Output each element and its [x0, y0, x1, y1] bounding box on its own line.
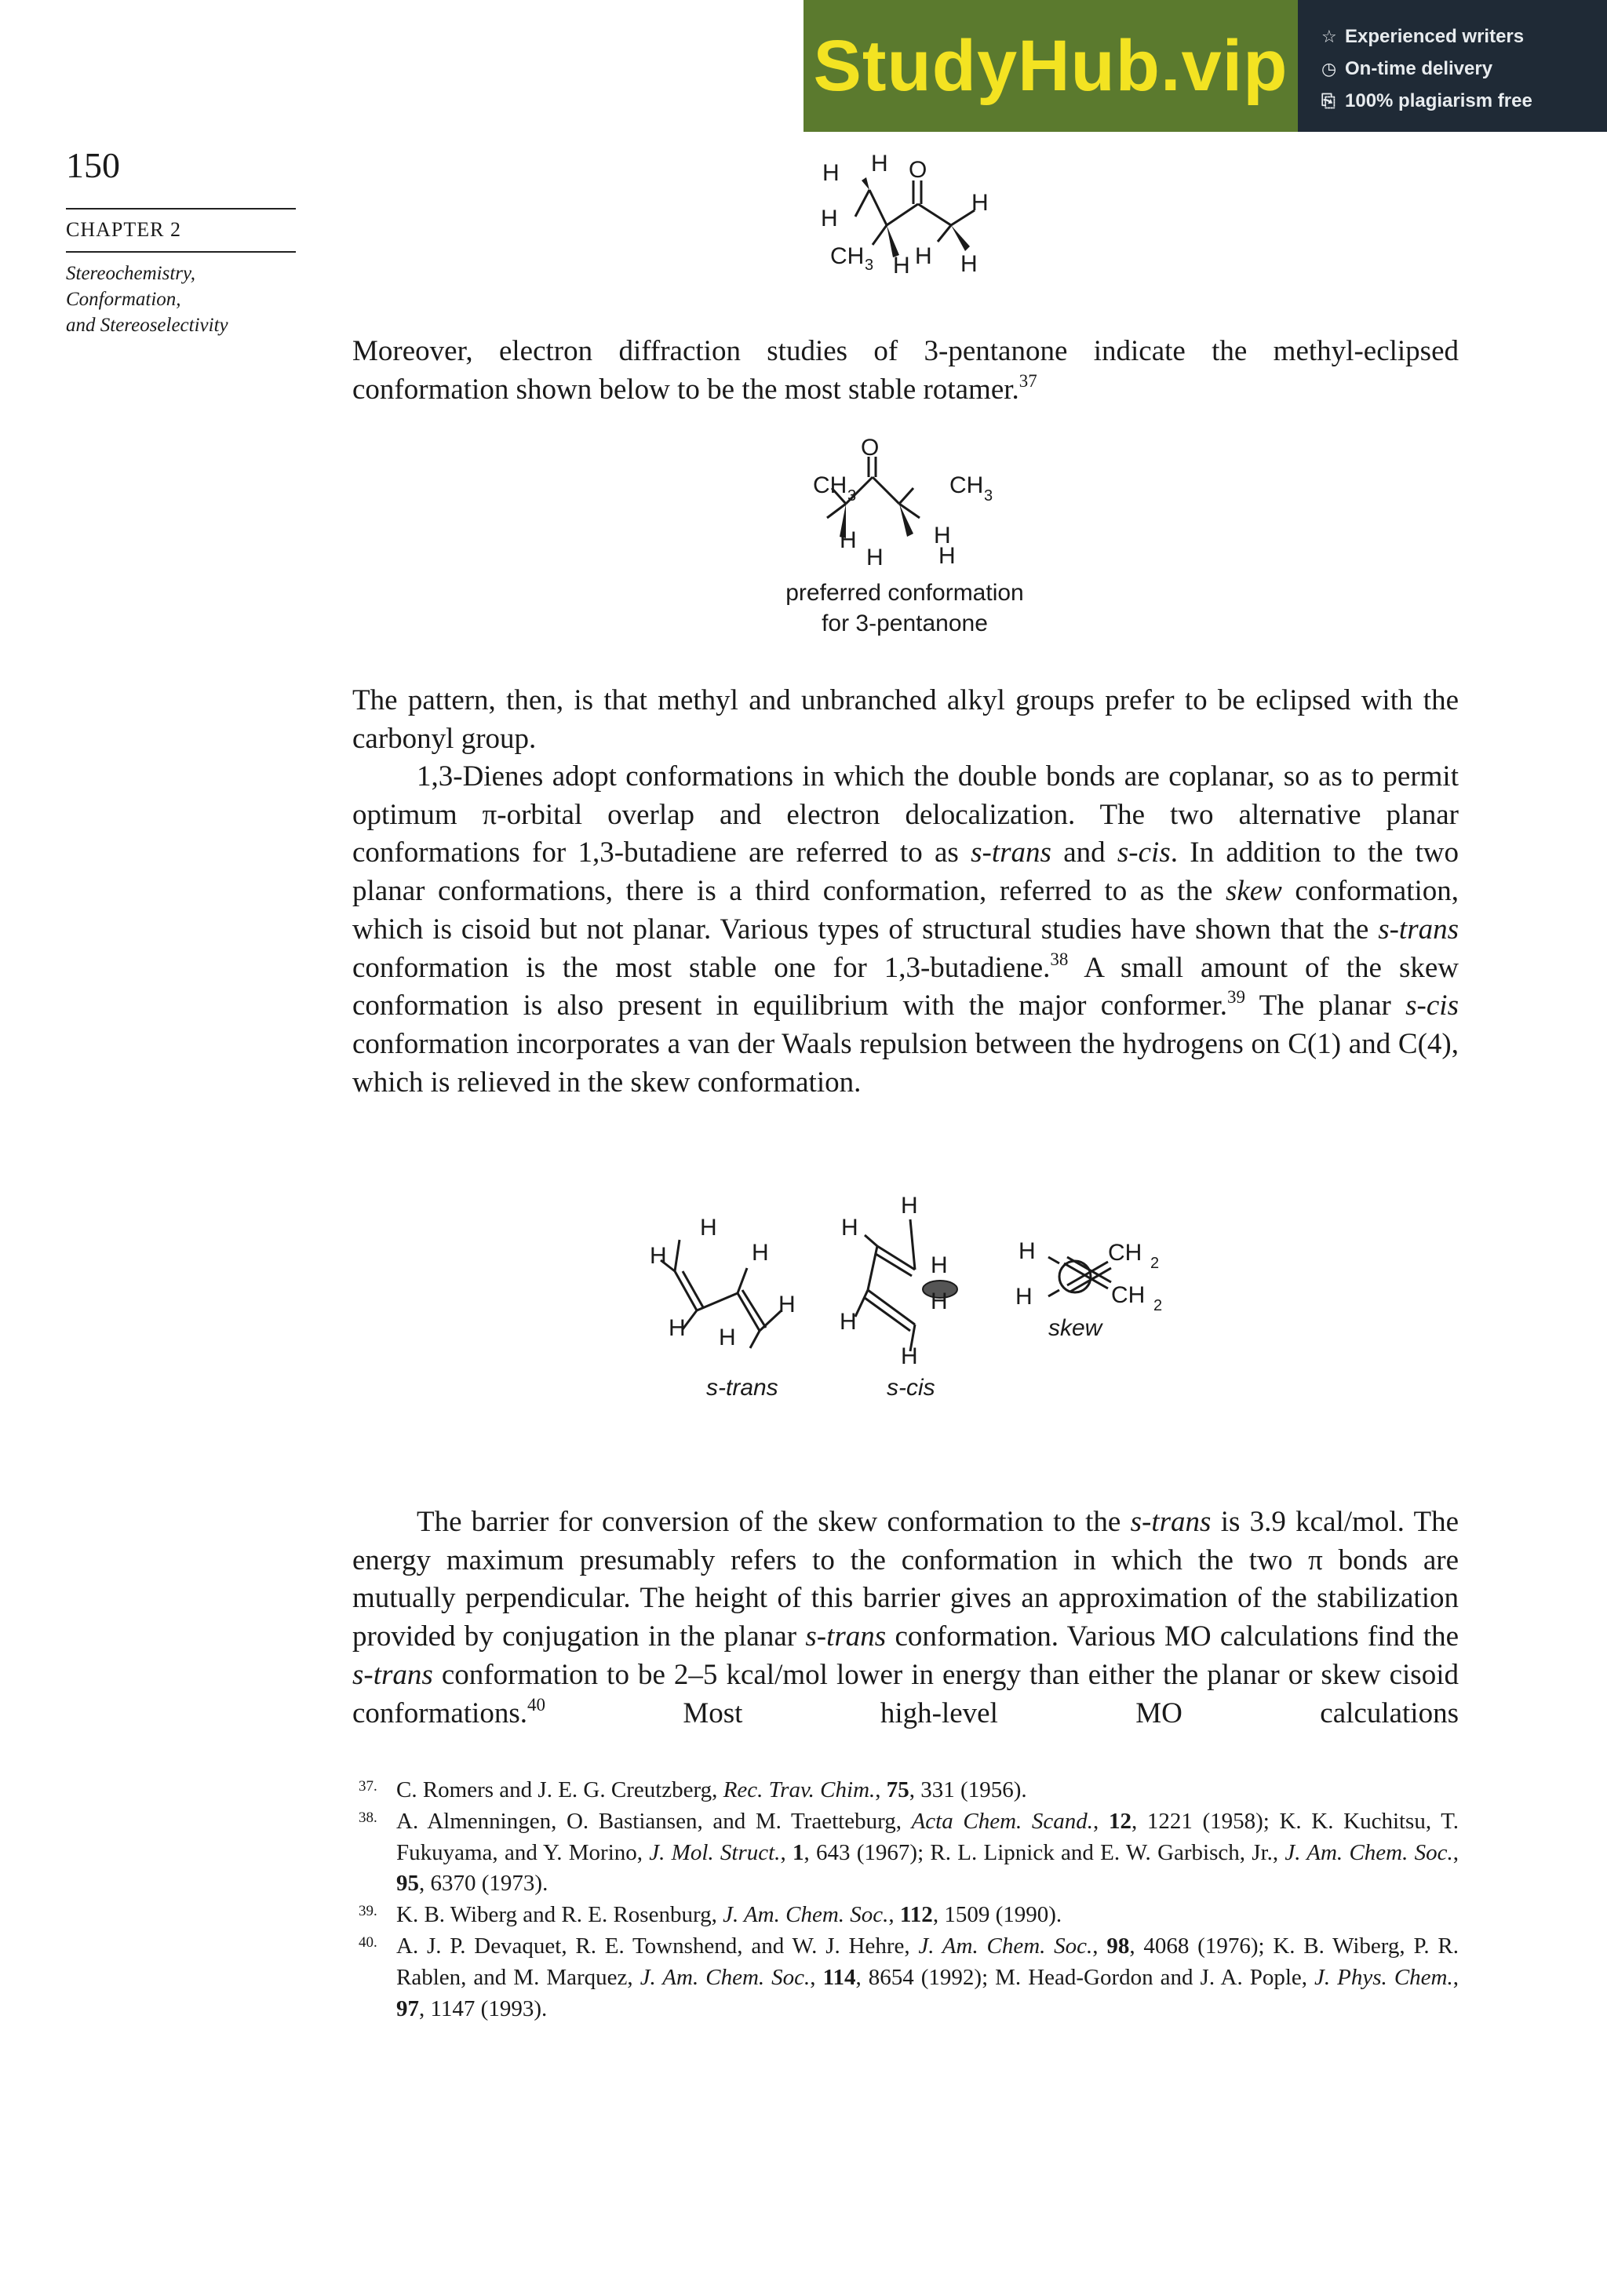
text-run: The barrier for conversion of the skew conformation to the — [417, 1506, 1131, 1538]
journal-volume: 75 — [886, 1777, 909, 1802]
text-run: Most high-level MO calculations — [545, 1696, 1459, 1729]
banner-features — [1298, 0, 1607, 132]
text-run: , 643 (1967); R. L. Lipnick and E. W. Garbisch, Jr., — [804, 1839, 1285, 1865]
journal-volume: 1 — [792, 1839, 804, 1865]
atom-label: H — [821, 206, 838, 231]
journal-title: J. Am. Chem. Soc. — [723, 1902, 889, 1928]
footnote-40: 40. A. J. P. Devaquet, R. E. Townshend, and W. J. Hehre, J. Am. Chem. Soc., 98, 4068 (1976); K. B. Wiberg, P. R. Rablen, and M. Marquez, J. Am. Chem. Soc., 114, 8654 (1992); M. Head-Gordon and J. A. Pople, J. Phys. Chem., 97, 1147 (1993). — [352, 1931, 1459, 2024]
atom-label: H — [938, 543, 956, 569]
atom-label: H — [901, 1343, 918, 1369]
term-italic: s-trans — [805, 1620, 887, 1653]
text-run: , 1147 (1993). — [419, 1995, 548, 2021]
atom-label: H — [893, 253, 910, 279]
text-run: conformation, which is cisoid but not planar. Various types of structural studies have shown that the — [352, 875, 1459, 946]
butadiene-conformations-figure — [628, 1185, 1224, 1420]
footnote-number: 39. — [359, 1903, 377, 1920]
figure-caption: for 3-pentanone — [822, 610, 988, 636]
atom-label: CH — [813, 472, 847, 498]
pentanone-figure — [753, 430, 1083, 642]
term-italic: s-cis — [1405, 989, 1459, 1022]
atom-label: CH — [830, 243, 865, 269]
journal-title: J. Mol. Struct. — [649, 1839, 781, 1865]
page-number: 150 — [66, 145, 120, 185]
text-run: is 3.9 kcal/mol. The energy maximum presumably refers to the conformation in which the two π bonds are mutually perpendicular. The height of this barrier gives an approximation of the stabilization provided by conjugation in the planar — [352, 1506, 1459, 1653]
journal-volume: 95 — [396, 1871, 419, 1897]
journal-title: Rec. Trav. Chim. — [723, 1777, 876, 1802]
text-run: 1,3-Dienes adopt conformations in which the double bonds are coplanar, so as to permit optimum π-orbital overlap and electron delocalization. The two alternative planar conformations for 1,3-butadiene are referred to as — [352, 760, 1459, 869]
atom-label: H — [700, 1215, 717, 1241]
subtitle-line: Stereochemistry, — [66, 263, 196, 284]
atom-label: H — [778, 1292, 796, 1317]
atom-subscript: 3 — [865, 257, 874, 274]
text-run: conformation to be 2–5 kcal/mol lower in energy than either the planar or skew cisoid conformations. — [352, 1658, 1459, 1729]
journal-title: J. Am. Chem. Soc. — [918, 1933, 1093, 1959]
feature-plagiarism-free — [1321, 85, 1607, 117]
atom-label: H — [650, 1243, 667, 1269]
text-run: conformation incorporates a van der Waals repulsion between the hydrogens on C(1) and C(4), which is relieved in the skew conformation. — [352, 1027, 1459, 1099]
text-run: conformation is the most stable one for 1,3-butadiene. — [352, 951, 1051, 984]
term-italic: skew — [1225, 875, 1282, 908]
paragraph-3 — [352, 758, 1459, 1102]
studyhub-logo[interactable]: StudyHub.vip — [813, 25, 1288, 106]
atom-label: H — [669, 1315, 686, 1341]
document-check-icon: ⎘ — [1321, 90, 1336, 111]
footnote-37: 37. C. Romers and J. E. G. Creutzberg, Rec. Trav. Chim., 75, 331 (1956). — [352, 1775, 1459, 1806]
reference-39[interactable]: 39 — [1227, 987, 1245, 1008]
atom-label: H — [915, 243, 932, 269]
term-italic: s-cis — [1117, 836, 1171, 869]
text-run: The planar — [1245, 989, 1406, 1022]
text-run: A small amount of the skew conformation is also present in equilibrium with the major conformer. — [352, 951, 1459, 1022]
feature-label: Experienced writers — [1345, 25, 1525, 47]
margin-rule-top — [66, 208, 296, 210]
atom-subscript: 3 — [847, 487, 857, 505]
text-run: , 4068 (1976); K. B. Wiberg, P. R. Rablen, and M. Marquez, — [396, 1933, 1459, 1990]
paragraph-2: The pattern, then, is that methyl and unbranched alkyl groups prefer to be eclipsed with the carbonyl group. — [352, 684, 1459, 755]
footnote-39: 39. K. B. Wiberg and R. E. Rosenburg, J. Am. Chem. Soc., 112, 1509 (1990). — [352, 1900, 1459, 1931]
feature-experienced-writers — [1321, 20, 1607, 53]
term-italic: s-trans — [1130, 1506, 1212, 1538]
top-conformer-figure — [808, 149, 1044, 290]
text-run: A. J. P. Devaquet, R. E. Townshend, and W. J. Hehre, — [396, 1933, 919, 1959]
atom-subscript: 3 — [984, 487, 993, 505]
feature-on-time-delivery — [1321, 53, 1607, 85]
atom-label: O — [909, 157, 927, 183]
feature-label: 100% plagiarism free — [1345, 89, 1532, 111]
text-run: K. B. Wiberg and R. E. Rosenburg, — [396, 1902, 723, 1928]
feature-label: On-time delivery — [1345, 57, 1493, 79]
atom-label: H — [934, 523, 951, 548]
atom-label: H — [931, 1288, 948, 1314]
atom-label: H — [931, 1252, 948, 1278]
text-run: , 8654 (1992); M. Head-Gordon and J. A. Pople, — [855, 1964, 1315, 1990]
text-run: , 331 (1956). — [909, 1777, 1027, 1802]
footnote-number: 40. — [359, 1933, 377, 1951]
term-italic: s-trans — [352, 1658, 433, 1691]
atom-label: H — [840, 1309, 857, 1335]
journal-volume: 12 — [1108, 1808, 1131, 1834]
journal-title: Acta Chem. Scand. — [911, 1808, 1094, 1834]
clock-icon: ◷ — [1321, 58, 1337, 78]
star-icon: ☆ — [1321, 26, 1337, 46]
scis-caption: s-cis — [887, 1375, 935, 1401]
text-run: conformation. Various MO calculations find the — [886, 1620, 1459, 1653]
reference-38[interactable]: 38 — [1050, 949, 1069, 969]
journal-volume: 112 — [899, 1902, 933, 1928]
atom-label: H — [822, 160, 840, 186]
atom-label: H — [871, 151, 888, 177]
text-run: Moreover, electron diffraction studies of 3-pentanone indicate the methyl-eclipsed conformation shown below to be the most stable rotamer. — [352, 335, 1459, 406]
footnotes — [352, 1775, 1459, 2024]
atom-label: H — [971, 190, 989, 216]
strans-caption: s-trans — [706, 1375, 778, 1401]
atom-label: H — [1015, 1284, 1033, 1310]
atom-label: H — [840, 527, 857, 553]
journal-title: J. Phys. Chem. — [1314, 1964, 1453, 1990]
journal-volume: 98 — [1106, 1933, 1130, 1959]
atom-label: H — [960, 251, 978, 277]
atom-subscript: 2 — [1153, 1297, 1163, 1314]
atom-label: H — [866, 545, 884, 570]
atom-label: CH — [1111, 1282, 1146, 1308]
atom-label: H — [901, 1193, 918, 1219]
footnote-number: 38. — [359, 1809, 377, 1826]
studyhub-banner[interactable] — [804, 0, 1607, 132]
subtitle-line: and Stereoselectivity — [66, 315, 228, 336]
footnote-38: 38. A. Almenningen, O. Bastiansen, and M. Traetteburg, Acta Chem. Scand., 12, 1221 (1958); K. K. Kuchitsu, T. Fukuyama, and Y. Morino, J. Mol. Struct., 1, 643 (1967); R. L. Lipnick and E. W. Garbisch, Jr., J. Am. Chem. Soc., 95, 6370 (1973). — [352, 1806, 1459, 1900]
atom-label: O — [861, 435, 880, 461]
footnote-number: 37. — [359, 1778, 377, 1795]
text-run: A. Almenningen, O. Bastiansen, and M. Traetteburg, — [396, 1808, 912, 1834]
journal-title: J. Am. Chem. Soc. — [640, 1964, 811, 1990]
journal-title: J. Am. Chem. Soc. — [1285, 1839, 1453, 1865]
text-run: , 1221 (1958); K. K. Kuchitsu, T. Fukuyama, and Y. Morino, — [396, 1808, 1459, 1865]
journal-volume: 114 — [822, 1964, 856, 1990]
atom-label: H — [1018, 1238, 1036, 1264]
paragraph-4 — [352, 1503, 1459, 1733]
chapter-subtitle — [66, 261, 228, 338]
text-run: and — [1051, 836, 1117, 869]
text-run: , 1509 (1990). — [932, 1902, 1062, 1928]
skew-caption: skew — [1048, 1315, 1102, 1341]
atom-subscript: 2 — [1150, 1255, 1160, 1272]
atom-label: CH — [1108, 1240, 1142, 1266]
subtitle-line: Conformation, — [66, 289, 181, 310]
text-run: C. Romers and J. E. G. Creutzberg, — [396, 1777, 723, 1802]
journal-volume: 97 — [396, 1995, 419, 2021]
margin-rule-bottom — [66, 251, 296, 253]
atom-label: H — [752, 1240, 769, 1266]
term-italic: s-trans — [1378, 913, 1459, 946]
scis-structure — [855, 1219, 915, 1351]
text-run: . In addition to the two planar conformations, there is a third conformation, referred to as the — [352, 836, 1459, 908]
atom-label: CH — [949, 472, 984, 498]
reference-37[interactable]: 37 — [1018, 370, 1037, 391]
reference-40[interactable]: 40 — [527, 1694, 545, 1715]
atom-label: H — [841, 1215, 858, 1241]
text-run: , 6370 (1973). — [419, 1871, 548, 1897]
figure-caption: preferred conformation — [785, 580, 1024, 606]
term-italic: s-trans — [971, 836, 1051, 869]
paragraph-1 — [352, 333, 1459, 409]
chapter-label: CHAPTER 2 — [66, 218, 181, 241]
atom-label: H — [719, 1325, 736, 1350]
